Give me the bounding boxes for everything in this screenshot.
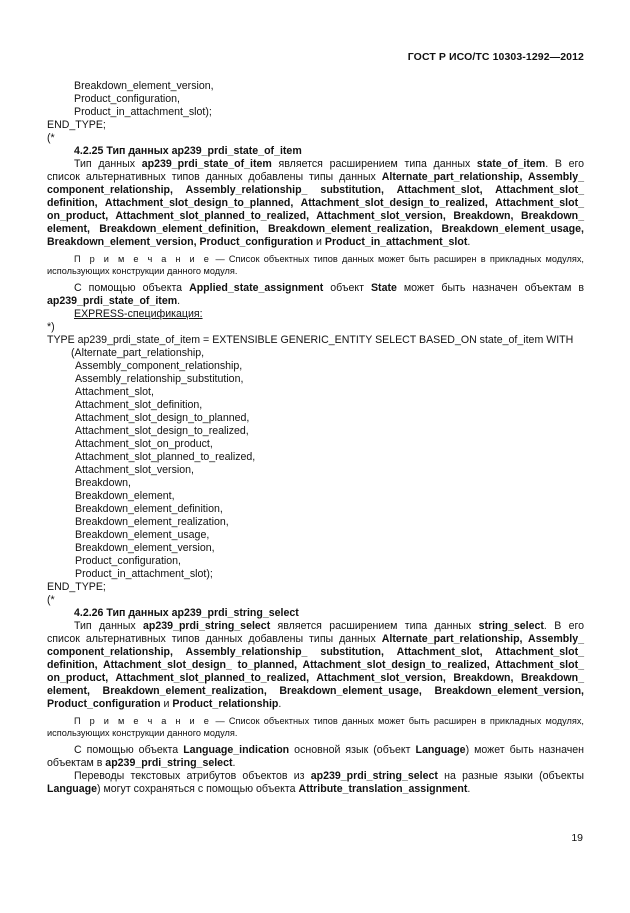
text-line: С помощью объекта Applied_state_assignment объект State может быть назначен объектам в (74, 282, 585, 294)
paragraph (47, 620, 584, 711)
text-line: element, Breakdown_element_realization, Breakdown_element_usage, Breakdown_element_version, (47, 685, 584, 697)
paragraph (47, 744, 584, 770)
code-line: END_TYPE; (47, 119, 106, 131)
paragraph (47, 770, 584, 796)
code-line: Assembly_relationship_substitution, (75, 373, 244, 385)
section-heading: 4.2.25 Тип данных ap239_prdi_state_of_item (74, 145, 302, 157)
code-line: Attachment_slot_planned_to_realized, (75, 451, 256, 463)
code-line: Attachment_slot_version, (75, 464, 194, 476)
code-line: Breakdown_element_usage, (75, 529, 210, 541)
text-line: definition, Attachment_slot_design_ to_planned, Attachment_slot_design_to_realized, Attachment_slot_ (47, 659, 584, 671)
code-line: Product_in_attachment_slot); (74, 106, 212, 118)
text-line: Product_configuration и Product_relationship. (47, 698, 282, 710)
text-line: Тип данных ap239_prdi_string_select является расширением типа данных string_select. В его (74, 620, 585, 632)
text-line: Breakdown_element_version, Product_configuration и Product_in_attachment_slot. (47, 236, 471, 248)
note: П р и м е ч а н и е — Список объектных типов данных может быть расширен в прикладных модулях, использующих конструкции данного модуля. (47, 716, 584, 738)
paragraph (47, 158, 584, 249)
text-line: ap239_prdi_state_of_item. (47, 295, 181, 307)
code-line: (* (47, 594, 55, 606)
page-number: 19 (571, 832, 583, 844)
code-line: Attachment_slot_design_to_planned, (75, 412, 250, 424)
code-line: Assembly_component_relationship, (75, 360, 243, 372)
code-line: END_TYPE; (47, 581, 106, 593)
code-line: *) (47, 321, 55, 333)
text-line: element, Breakdown_element_definition, Breakdown_element_realization, Breakdown_element_usage, (47, 223, 584, 235)
note: П р и м е ч а н и е — Список объектных типов данных может быть расширен в прикладных модулях, использующих конструкции данного модуля. (47, 254, 584, 276)
text-line: Тип данных ap239_prdi_state_of_item является расширением типа данных state_of_item. В его (74, 158, 585, 170)
code-line: Attachment_slot, (75, 386, 154, 398)
text-line: on_product, Attachment_slot_planned_to_realized, Attachment_slot_version, Breakdown, Breakdown_ (47, 210, 584, 222)
section-heading: 4.2.26 Тип данных ap239_prdi_string_select (74, 607, 299, 619)
code-line: Product_in_attachment_slot); (75, 568, 213, 580)
code-line: Attachment_slot_on_product, (75, 438, 213, 450)
code-line: Breakdown_element_version, (75, 542, 215, 554)
code-line: Breakdown_element_definition, (75, 503, 223, 515)
text-line: объектам в ap239_prdi_string_select. (47, 757, 236, 769)
code-line: Product_configuration, (74, 93, 181, 105)
code-line: Breakdown_element_realization, (75, 516, 229, 528)
text-line: component_relationship, Assembly_relationship_ substitution, Attachment_slot, Attachment_slot_ (47, 646, 584, 658)
text-line: definition, Attachment_slot_design_to_planned, Attachment_slot_design_to_realized, Attachment_slot_ (47, 197, 584, 209)
code-line: Attachment_slot_design_to_realized, (75, 425, 249, 437)
code-line: TYPE ap239_prdi_state_of_item = EXTENSIBLE GENERIC_ENTITY SELECT BASED_ON state_of_item WITH (47, 334, 574, 346)
text-line: список альтернативных типов данных добавлены типы данных Alternate_part_relationship, Assembly_ (47, 633, 584, 645)
text-line: Переводы текстовых атрибутов объектов из ap239_prdi_string_select на разные языки (объекты (74, 770, 584, 782)
code-line: Attachment_slot_definition, (75, 399, 203, 411)
text-line: список альтернативных типов данных добавлены типы данных Alternate_part_relationship, Assembly_ (47, 171, 584, 183)
select-list (47, 360, 584, 581)
text-line: on_product, Attachment_slot_planned_to_realized, Attachment_slot_version, Breakdown, Breakdown_ (47, 672, 584, 684)
code-line: (* (47, 132, 55, 144)
text-line: component_relationship, Assembly_relationship_ substitution, Attachment_slot, Attachment_slot_ (47, 184, 584, 196)
code-line: (Alternate_part_relationship, (71, 347, 205, 359)
text-line: С помощью объекта Language_indication основной язык (объект Language) может быть назначен (74, 744, 584, 756)
code-line: Breakdown, (75, 477, 131, 489)
express-label: EXPRESS-спецификация: (74, 308, 203, 320)
code-line: Breakdown_element_version, (74, 80, 214, 92)
page-content (47, 80, 584, 796)
text-line: Language) могут сохраняться с помощью объекта Attribute_translation_assignment. (47, 783, 471, 795)
code-line: Breakdown_element, (75, 490, 175, 502)
paragraph (47, 282, 584, 308)
code-line: Product_configuration, (75, 555, 182, 567)
standard-code-header: ГОСТ Р ИСО/ТС 10303-1292—2012 (407, 51, 584, 63)
